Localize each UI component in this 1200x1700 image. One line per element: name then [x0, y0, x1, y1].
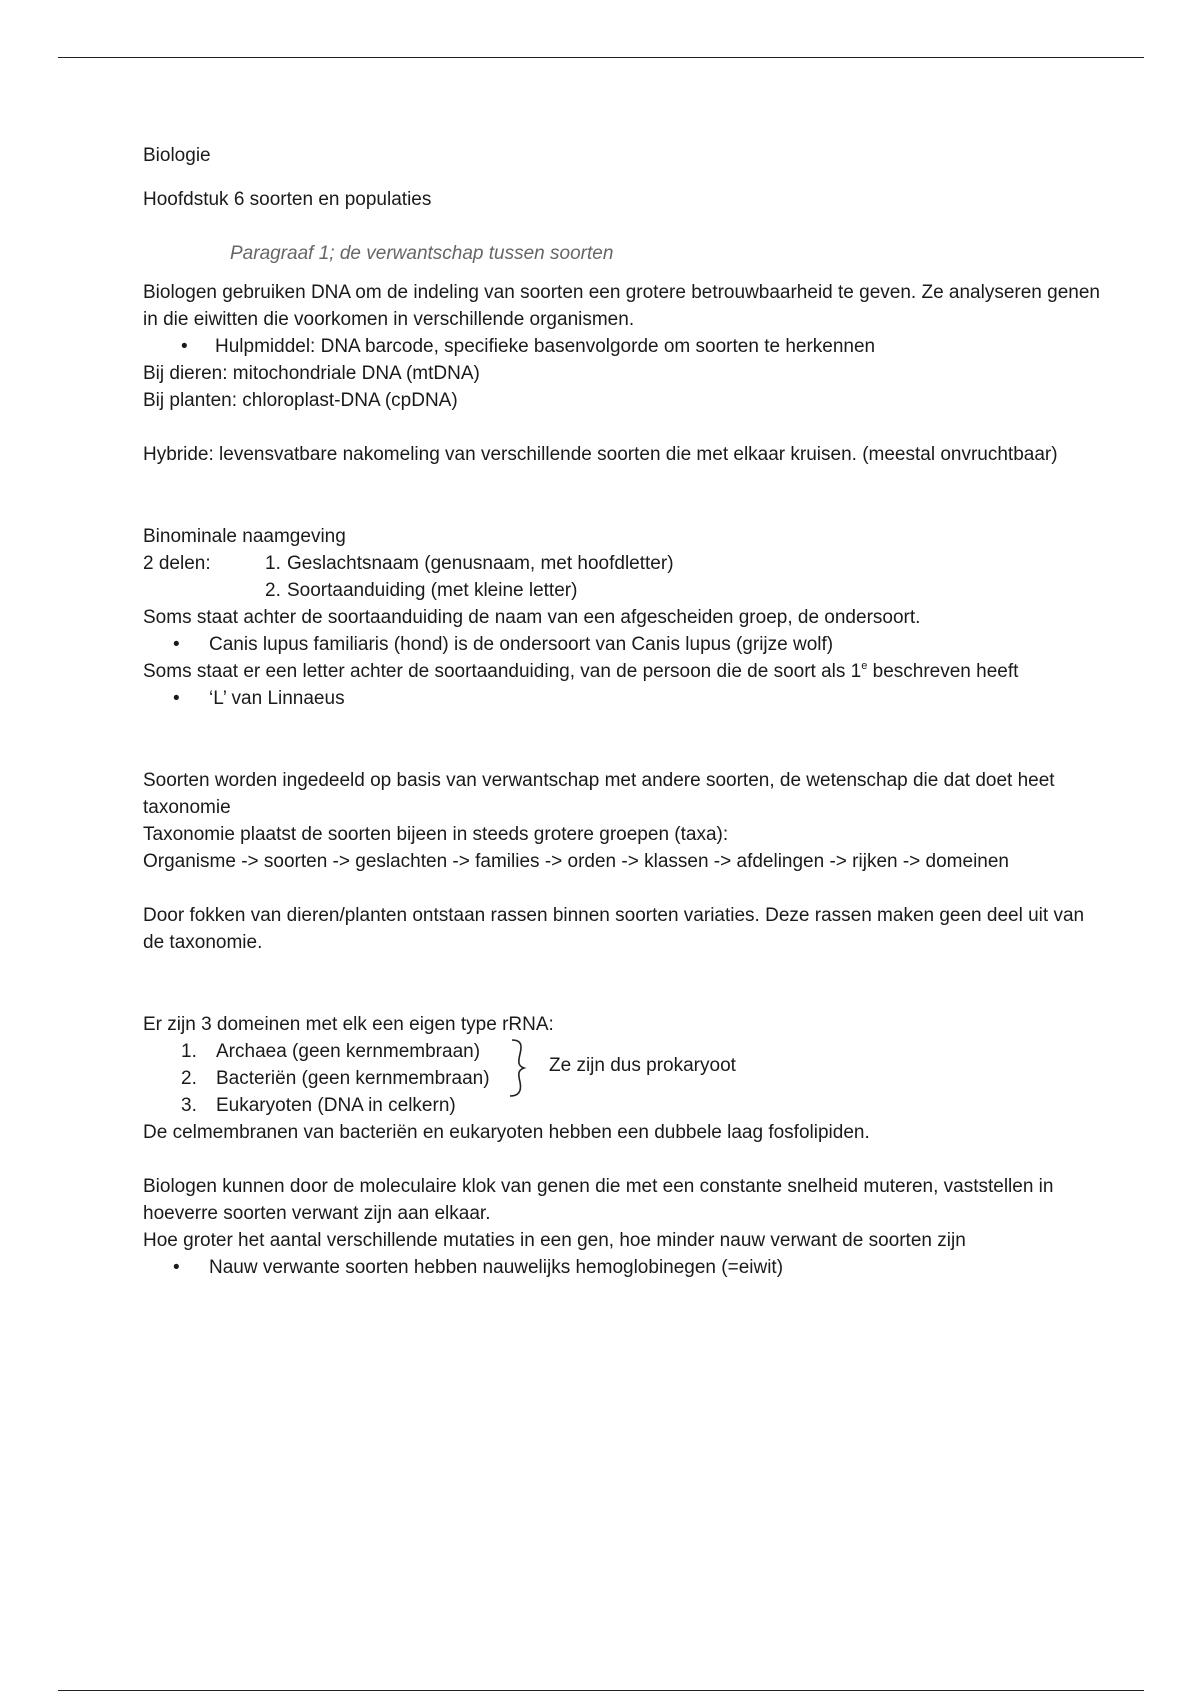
list-item-text: ‘L’ van Linnaeus: [209, 688, 345, 709]
taxonomy-chain: Organisme -> soorten -> geslachten -> families -> orden -> klassen -> afdelingen -> rijken -> domeinen: [143, 851, 1010, 872]
list-item: [143, 550, 1103, 577]
list-number: 1.: [181, 1041, 197, 1062]
bullet-list-linnaeus: [143, 685, 1103, 712]
bullet-icon: •: [173, 688, 180, 709]
list-item-text: Bacteriën (geen kernmembraan): [216, 1068, 490, 1089]
paragraph-subspecies: Soms staat achter de soortaanduiding de naam van een afgescheiden groep, de ondersoort.: [143, 607, 921, 628]
list-item: [143, 685, 1103, 712]
list-number: 2.: [265, 580, 281, 601]
line-animals: Bij dieren: mitochondriale DNA (mtDNA): [143, 363, 480, 384]
paragraph-molecular-clock: Biologen kunnen door de moleculaire klok van genen die met een constante snelheid muteren, vaststellen in hoeverre soorten verwant zijn aan elkaar.: [143, 1176, 1054, 1224]
bullet-icon: •: [173, 1257, 180, 1278]
paragraph-taxa: Taxonomie plaatst de soorten bijeen in steeds grotere groepen (taxa):: [143, 824, 729, 845]
document-body: [143, 142, 1103, 1281]
list-item: [143, 1254, 1103, 1281]
list-item: [143, 577, 1103, 604]
paragraph-dna: Biologen gebruiken DNA om de indeling van soorten een grotere betrouwbaarheid te geven. Ze analyseren genen in die eiwitten die voorkomen in verschillende organismen.: [143, 282, 1100, 330]
binomial-heading: Binominale naamgeving: [143, 526, 346, 547]
header-rule: [58, 57, 1144, 58]
name-parts: [143, 550, 1103, 604]
list-number: 2.: [181, 1068, 197, 1089]
bullet-list-hemoglobin: [143, 1254, 1103, 1281]
list-number: 1.: [265, 553, 281, 574]
document-title: Biologie: [143, 145, 211, 166]
brace-note: Ze zijn dus prokaryoot: [549, 1055, 736, 1076]
list-item: [143, 333, 1103, 360]
paragraph-membranes: De celmembranen van bacteriën en eukaryoten hebben een dubbele laag fosfolipiden.: [143, 1122, 870, 1143]
paragraph-author-letter: Soms staat er een letter achter de soortaanduiding, van de persoon die de soort als 1e beschreven heeft: [143, 660, 1019, 682]
paragraph-hybrid: Hybride: levensvatbare nakomeling van verschillende soorten die met elkaar kruisen. (meestal onvruchtbaar): [143, 444, 1058, 465]
bullet-list-barcode: [143, 333, 1103, 360]
list-item: [143, 1092, 1103, 1119]
bullet-icon: •: [181, 336, 188, 357]
bullet-icon: •: [173, 634, 180, 655]
list-item-text: Soortaanduiding (met kleine letter): [287, 580, 578, 601]
curly-brace-icon: [508, 1038, 532, 1098]
paragraph-mutations: Hoe groter het aantal verschillende mutaties in een gen, hoe minder nauw verwant de soorten zijn: [143, 1230, 966, 1251]
list-item-text: Archaea (geen kernmembraan): [216, 1041, 481, 1062]
domains-block: [143, 1038, 1103, 1119]
parts-label: 2 delen:: [143, 553, 211, 574]
list-item-text: Eukaryoten (DNA in celkern): [216, 1095, 456, 1116]
list-item-text: Canis lupus familiaris (hond) is de ondersoort van Canis lupus (grijze wolf): [209, 634, 834, 655]
list-item: [143, 631, 1103, 658]
bullet-list-canis: [143, 631, 1103, 658]
footer-rule: [58, 1690, 1144, 1691]
paragraph-breeding: Door fokken van dieren/planten ontstaan rassen binnen soorten variaties. Deze rassen maken geen deel uit van de taxonomie.: [143, 905, 1085, 953]
line-plants: Bij planten: chloroplast-DNA (cpDNA): [143, 390, 458, 411]
section-heading: Paragraaf 1; de verwantschap tussen soorten: [230, 243, 614, 264]
chapter-heading: Hoofdstuk 6 soorten en populaties: [143, 189, 432, 210]
domains-intro: Er zijn 3 domeinen met elk een eigen type rRNA:: [143, 1014, 554, 1035]
list-number: 3.: [181, 1095, 197, 1116]
paragraph-taxonomy: Soorten worden ingedeeld op basis van verwantschap met andere soorten, de wetenschap die dat doet heet taxonomie: [143, 770, 1055, 818]
list-item-text: Geslachtsnaam (genusnaam, met hoofdletter): [287, 553, 674, 574]
list-item-text: Nauw verwante soorten hebben nauwelijks hemoglobinegen (=eiwit): [209, 1257, 784, 1278]
list-item-text: Hulpmiddel: DNA barcode, specifieke basenvolgorde om soorten te herkennen: [215, 336, 876, 357]
